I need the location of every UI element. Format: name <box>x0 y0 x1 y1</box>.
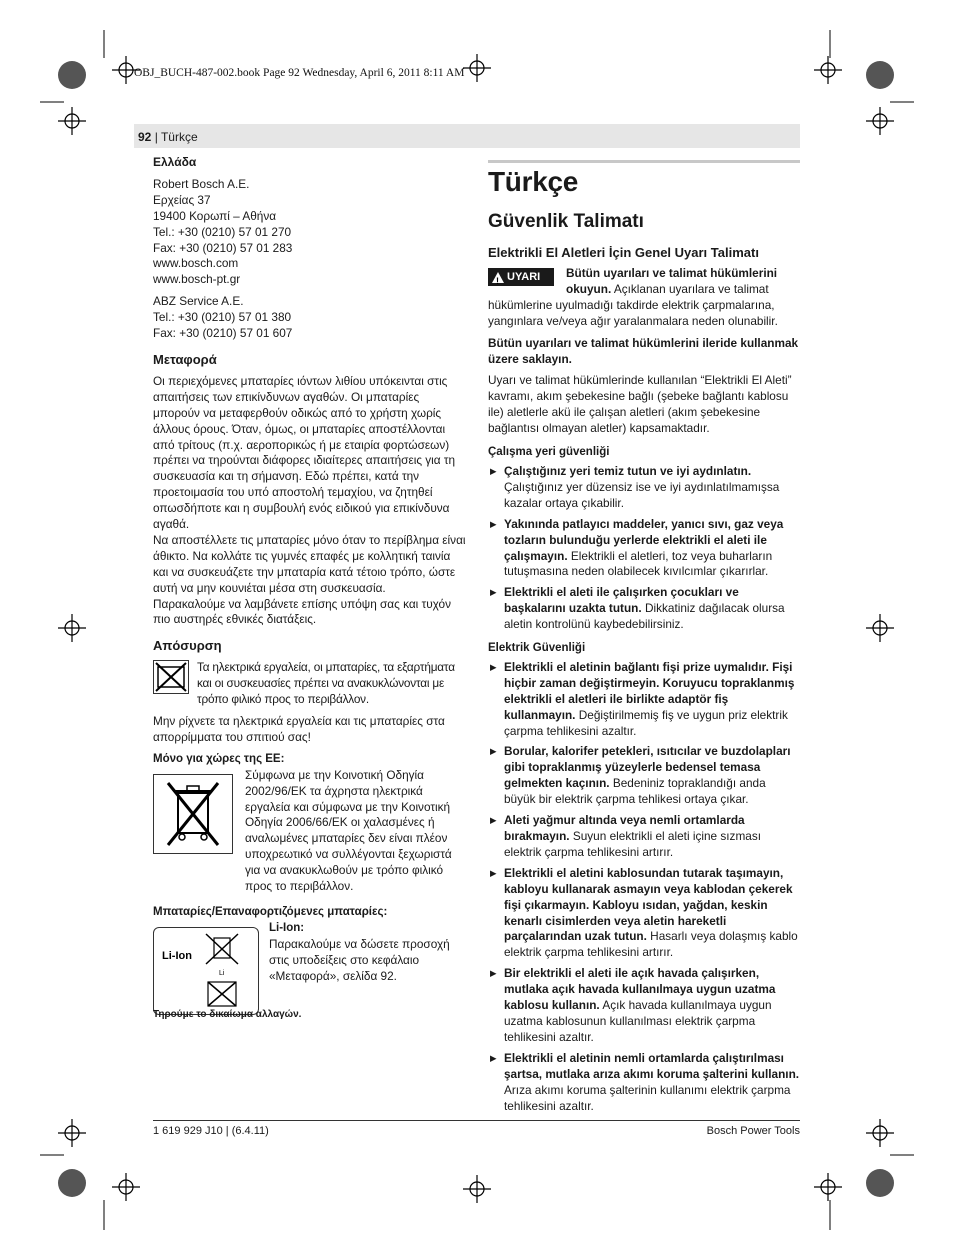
address-line: 19400 Κορωπί – Αθήνα <box>153 208 277 223</box>
workplace-list <box>488 464 800 633</box>
list-item: ▶ Yakınında patlayıcı maddeler, yanıcı sıvı, gaz veya tozların bulunduğu yerlerde elektrikli el aleti ile çalışmayın. Elektrikli el aletleri, toz veya buharların tutuşmasına neden olabilecek kıvılcımlar çıkarırlar. <box>488 517 800 581</box>
warning-text: Açıklanan uyarılara ve talimat hükümlerine uyulmadığı takdirde elektrik çarpmalarına, yangınlara ve/veya ağır yaralanmalara neden olunabilir. <box>488 281 778 328</box>
warning-bold: Bütün uyarıları ve talimat hükümlerini okuyun. <box>566 266 778 296</box>
electric-heading: Elektrik Güvenliği <box>488 642 586 655</box>
footer-code: 1 619 929 J10 | (6.4.11) <box>153 1125 269 1137</box>
liion-text: Παρακαλούμε να δώσετε προσοχή στις υποδείξεις στο κεφάλαιο «Μεταφορά», σελίδα 92. <box>269 936 450 983</box>
general-heading: Elektrikli El Aletleri İçin Genel Uyarı Talimatı <box>488 245 759 260</box>
batteries-heading: Μπαταρίες/Επαναφορτιζόμενες μπαταρίες: <box>153 905 388 918</box>
changes-note: Τηρούμε το δικαίωμα αλλαγών. <box>153 1009 302 1020</box>
footer-brand: Bosch Power Tools <box>706 1125 800 1137</box>
keep-instructions: Bütün uyarıları ve talimat hükümlerini ileride kullanmak üzere saklayın. <box>488 335 799 366</box>
greece-address <box>153 177 466 288</box>
transport-paragraph: Παρακαλούμε να λαμβάνετε επίσης υπόψη σας και τυχόν πιο αυστηρές εθνικές διατάξεις. <box>153 596 452 627</box>
eu-heading: Μόνο για χώρες της ΕΕ: <box>153 752 285 765</box>
page-title: Türkçe <box>488 166 579 197</box>
warning-icon <box>492 272 504 283</box>
title-rule <box>488 160 800 163</box>
disposal-text: Τα ηλεκτρικά εργαλεία, οι μπαταρίες, τα εξαρτήματα και οι συσκευασίες πρέπει να ανακυκλώνονται με τρόπο φιλικό προς το περιβάλλον. <box>197 660 455 707</box>
list-item: ▶ Aleti yağmur altında veya nemli ortamlarda bırakmayın. Suyun elektrikli el aleti içine sızması elektrik çarpma tehlikesini artırır. <box>488 813 800 861</box>
page-bar-text <box>138 130 198 144</box>
eu-row <box>153 768 466 895</box>
bar-language: Türkçe <box>160 130 198 144</box>
address-line: ABZ Service A.E. <box>153 294 244 309</box>
address-line: Tel.: +30 (0210) 57 01 270 <box>153 224 292 239</box>
right-column <box>488 160 800 1119</box>
list-item: ▶ Elektrikli el aletinin bağlantı fişi prize uymalıdır. Fişi hiçbir zaman değiştirmeyin. Koruyucu topraklanmış elektrikli el aletleri ile birlikte adaptör fiş kullanmayın. Değiştirilmemiş fiş ve uygun priz elektrik çarpma tehlikesini azaltır. <box>488 660 800 740</box>
list-item: ▶ Bir elektrikli el aleti ile açık havada çalışırken, mutlaka açık havada kullanılmaya uygun uzatma kablosu kullanın. Açık havada kullanılmaya uygun uzatma kablosunun kullanılması elektrik çarpma tehlikesini azaltır. <box>488 966 800 1046</box>
address-line: Robert Bosch A.E. <box>153 176 250 191</box>
address-line: Ερχείας 37 <box>153 192 211 207</box>
list-item: ▶ Borular, kalorifer petekleri, ısıtıcılar ve buzdolapları gibi topraklanmış yüzeylerle bedensel temasa gelmekten kaçının. Bedeniniz topraklandığı anda büyük bir elektrik çarpma tehlikesi ortaya çıkar. <box>488 744 800 808</box>
address-line: Fax: +30 (0210) 57 01 607 <box>153 326 293 341</box>
address-line: Tel.: +30 (0210) 57 01 380 <box>153 310 292 325</box>
electric-list <box>488 660 800 1114</box>
svg-text:Li-Ion: Li-Ion <box>162 949 192 962</box>
transport-paragraph: Οι περιεχόμενες μπαταρίες ιόντων λιθίου υπόκεινται στις απαιτήσεις των επικίνδυνων αγαθών. Οι μπαταρίες μπορούν να μεταφερθούν οδικώς από το χρήστη χωρίς άλλους όρους. Όταν, όμως, οι μπαταρίες αποστέλλονται από τρίτους (π.χ. αεροπορικώς ή με εταιρία φορτώσεων) πρέπει να τηρούνται διάφορες ιδιαίτερες απαιτήσεις για τη συσκευασία και τη σήμανση. Εδώ πρέπει, κατά την προετοιμασία του υπό αποστολή τεμαχίου, να ζητηθεί οπωσδήποτε και η συμβουλή ενός ειδικού για επικίνδυνα αγαθά. <box>153 373 456 532</box>
eu-text: Σύμφωνα με την Κοινοτική Οδηγία 2002/96/ΕΚ τα άχρηστα ηλεκτρικά εργαλεία και σύμφωνα με την Κοινοτική Οδηγία 2006/66/ΕΚ οι χαλασμένες ή αναλωμένες μπαταρίες δεν είναι πλέον υποχρεωτικό να συλλέγονται ξεχωριστά για να ανακυκλωθούν με τρόπο φιλικό προς το περιβάλλον. <box>245 767 452 894</box>
crossed-bin-icon <box>153 774 233 854</box>
left-column <box>153 155 466 1015</box>
liion-row <box>153 921 466 1015</box>
safety-heading: Güvenlik Talimatı <box>488 211 644 232</box>
disposal-warning: Μην ρίχνετε τα ηλεκτρικά εργαλεία και τις μπαταρίες στα απορρίμματα του σπιτιού σας! <box>153 714 445 744</box>
list-item: ▶ Elektrikli el aletinin nemli ortamlarda çalıştırılması şartsa, mutlaka arıza akımı koruma şalterini kullanın. Arıza akımı koruma şalterinin kullanımı elektrik çarpma tehlikesini azaltır. <box>488 1051 800 1115</box>
svg-text:Li: Li <box>219 969 225 977</box>
address-line: Fax: +30 (0210) 57 01 283 <box>153 240 293 255</box>
greece-heading: Ελλάδα <box>153 155 197 169</box>
warning-badge <box>488 268 554 286</box>
transport-paragraph: Να αποστέλλετε τις μπαταρίες μόνο όταν το περίβλημα είναι άθικτο. Να κολλάτε τις γυμνές επαφές με κολλητική ταινία και να συσκευάζετε την μπαταρία κατά τέτοιο τρόπο, ώστε αυτή να μην κουνιέται μέσα στη συσκευασία. <box>153 532 466 595</box>
warning-badge-label: UYARI <box>507 271 541 283</box>
address-line: www.bosch-pt.gr <box>153 272 241 287</box>
print-header: OBJ_BUCH-487-002.book Page 92 Wednesday, April 6, 2011 8:11 AM <box>134 67 465 79</box>
footer-rule <box>153 1120 800 1121</box>
bar-separator: | <box>154 130 158 144</box>
warning-block <box>488 266 800 330</box>
list-item: ▶ Elektrikli el aletini kablosundan tutarak taşımayın, kabloyu kullanarak asmayın veya kablodan çekerek fişi çıkarmayın. Kabloyu ısıdan, yağdan, keskin kenarlı cisimlerden veya aletin hareketli parçalarından uzak tutun. Hasarlı veya dolaşmış kablo elektrik çarpma tehlikesini artırır. <box>488 866 800 961</box>
li-ion-recycling-icon <box>153 927 259 1015</box>
liion-text-block <box>269 921 466 1015</box>
disposal-heading: Απόσυρση <box>153 638 222 654</box>
page-bar <box>134 124 800 148</box>
list-item: ▶ Elektrikli el aleti ile çalışırken çocukları ve başkalarını uzakta tutun. Dikkatiniz dağılacak olursa aletin kontrolünü kaybedebilirsiniz. <box>488 585 800 633</box>
abz-address <box>153 294 466 342</box>
transport-heading: Μεταφορά <box>153 351 217 367</box>
liion-label: Li-Ion: <box>269 921 305 934</box>
page-number: 92 <box>138 130 152 144</box>
workplace-heading: Çalışma yeri güvenliği <box>488 446 610 459</box>
list-item: ▶ Çalıştığınız yeri temiz tutun ve iyi aydınlatın. Çalıştığınız yer düzensiz ise ve iyi aydınlatılmamışsa kazalar ortaya çıkabilir. <box>488 464 800 512</box>
recycle-packaging-icon <box>153 660 189 694</box>
address-line: www.bosch.com <box>153 256 239 271</box>
term-text: Uyarı ve talimat hükümlerinde kullanılan “Elektrikli El Aleti” kavramı, akım şebekesine bağlı (şebeke bağlantı kablosu ile) aletlerle akü ile çalışan aletleri (akım şebekesine bağlantısı olmayan aletler) kapsamaktadır. <box>488 373 792 436</box>
disposal-row <box>153 660 466 708</box>
